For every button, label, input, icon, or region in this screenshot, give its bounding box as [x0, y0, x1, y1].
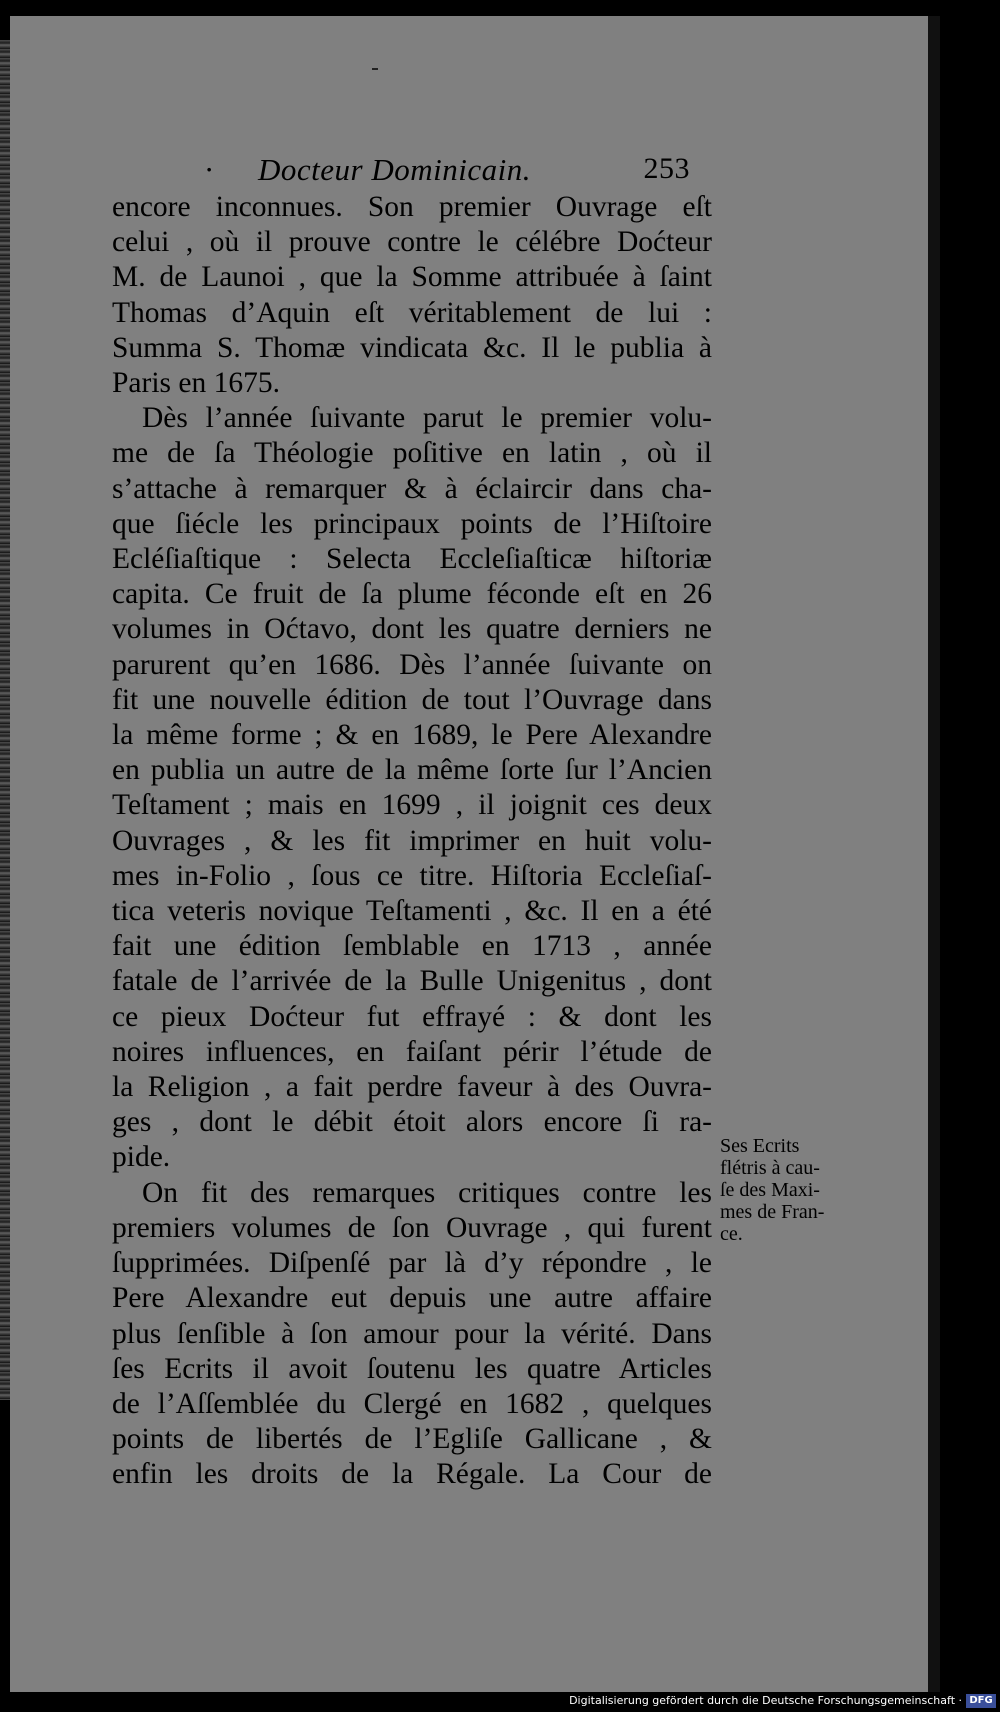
- text-line: Thomas d’Aquin eſt véritablement de lui :: [112, 296, 712, 329]
- paragraph-1: [112, 190, 712, 401]
- text-line: que ſiécle les principaux points de l’Hiſtoire: [112, 507, 712, 540]
- page-edge-shadow: [928, 16, 940, 1710]
- text-line: Pere Alexandre eut depuis une autre affaire: [112, 1282, 712, 1315]
- paragraph-2: [112, 401, 712, 1175]
- header-lead-mark: ·: [204, 152, 215, 187]
- text-line: parurent qu’en 1686. Dès l’année ſuivante on: [112, 648, 712, 681]
- text-line: me de ſa Théologie poſitive en latin , où il: [112, 437, 712, 470]
- text-line: ſes Ecrits il avoit ſoutenu les quatre Articles: [112, 1352, 712, 1385]
- marginal-line: mes de Fran-: [720, 1201, 825, 1223]
- text-line: encore inconnues. Son premier Ouvrage eſt: [112, 191, 712, 223]
- text-line: premiers volumes de ſon Ouvrage , qui furent: [112, 1211, 712, 1244]
- text-line: celui , où il prouve contre le célébre Doćteur: [112, 226, 712, 259]
- text-line: ce pieux Doćteur fut effrayé : & dont les: [112, 1000, 712, 1033]
- page-number: 253: [643, 152, 690, 185]
- text-line: ſupprimées. Diſpenſé par là d’y répondre , le: [112, 1247, 712, 1280]
- main-text: [112, 190, 712, 1493]
- marginal-line: ce.: [720, 1223, 743, 1245]
- footer-credit: Digitalisierung gefördert durch die Deutsche Forschungsgemeinschaft ·: [569, 1694, 962, 1707]
- text-line: la même forme ; & en 1689, le Pere Alexandre: [112, 719, 712, 752]
- running-title: Doctеur Dominicain.: [258, 152, 531, 187]
- text-line: Teſtament ; mais en 1699 , il joignit ces deux: [112, 789, 712, 822]
- text-line: ges , dont le débit étoit alors encore ſi ra-: [112, 1106, 712, 1139]
- text-line: enfin les droits de la Régale. La Cour de: [112, 1458, 712, 1491]
- text-line: capita. Ce fruit de ſa plume féconde eſt en 26: [112, 578, 712, 611]
- text-line: volumes in Oćtavo, dont les quatre derniers ne: [112, 613, 712, 646]
- page-mark: [372, 68, 378, 70]
- marginal-note: [720, 1135, 900, 1245]
- text-line: fait une édition ſemblable en 1713 , année: [112, 930, 712, 963]
- text-line: plus ſenſible à ſon amour pour la vérité. Dans: [112, 1317, 712, 1350]
- text-line: Summa S. Thomæ vindicata &c. Il le publia à: [112, 331, 712, 364]
- text-line: Ecléſiaſtique : Selecta Eccleſiaſticæ hiſtoriæ: [112, 543, 712, 576]
- text-line: Paris en 1675.: [112, 367, 280, 400]
- text-line: mes in-Folio , ſous ce titre. Hiſtoria Eccleſiaſ-: [112, 859, 712, 892]
- text-line: pide.: [112, 1141, 171, 1174]
- text-line: Dès l’année ſuivante parut le premier volu-: [142, 402, 712, 435]
- paragraph-3: [112, 1176, 712, 1493]
- marginal-line: flétris à cau-: [720, 1157, 820, 1179]
- text-line: tica veteris novique Teſtamenti , &c. Il en a été: [112, 895, 712, 928]
- text-line: la Religion , a fait perdre faveur à des Ouvra-: [112, 1071, 712, 1104]
- text-line: points de libertés de l’Egliſe Gallicane , &: [112, 1423, 712, 1456]
- text-line: de l’Aſſemblée du Clergé en 1682 , quelques: [112, 1387, 712, 1420]
- text-line: M. de Launoi , que la Somme attribuée à ſaint: [112, 261, 712, 294]
- text-line: en publia un autre de la même ſorte ſur l’Ancien: [112, 754, 712, 787]
- text-line: fit une nouvelle édition de tout l’Ouvrage dans: [112, 683, 712, 716]
- text-line: noires influences, en faiſant périr l’étude de: [112, 1035, 712, 1068]
- marginal-line: Ses Ecrits: [720, 1135, 800, 1157]
- text-line: fatale de l’arrivée de la Bulle Unigenitus , dont: [112, 965, 712, 998]
- dfg-logo: DFG: [966, 1694, 996, 1708]
- text-line: s’attache à remarquer & à éclaircir dans cha-: [112, 472, 712, 505]
- text-line: Ouvrages , & les fit imprimer en huit volu-: [112, 824, 712, 857]
- running-header: [204, 152, 690, 192]
- marginal-line: ſe des Maxi-: [720, 1179, 820, 1201]
- book-gutter-edge: [0, 40, 10, 1400]
- text-line: On fit des remarques critiques contre les: [142, 1176, 712, 1209]
